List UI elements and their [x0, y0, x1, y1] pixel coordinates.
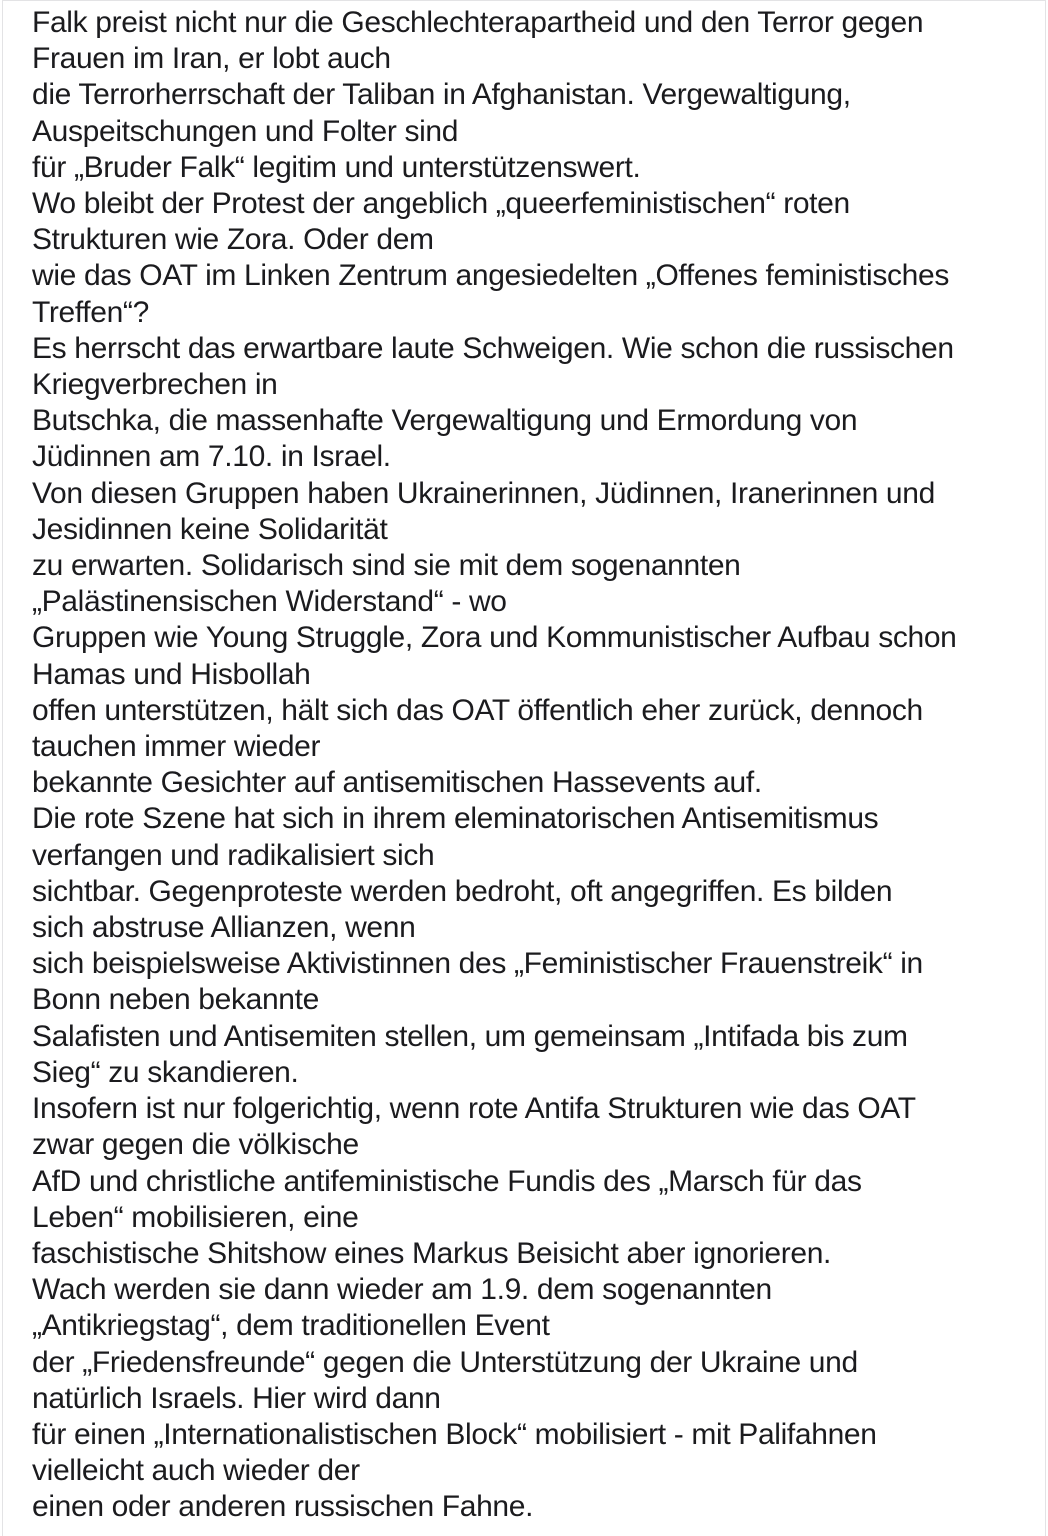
text-line: Kriegverbrechen in [32, 368, 278, 402]
text-line: für einen „Internationalistischen Block“ mobilisiert - mit Palifahnen [32, 1417, 877, 1451]
text-line: Auspeitschungen und Folter sind [32, 114, 459, 148]
text-line: tauchen immer wieder [32, 730, 321, 764]
text-line: der „Friedensfreunde“ gegen die Unterstützung der Ukraine und [32, 1345, 858, 1379]
text-line: Es herrscht das erwartbare laute Schweigen. Wie schon die russischen [32, 331, 954, 365]
text-line: Wo bleibt der Protest der angeblich „queerfeministischen“ roten [32, 187, 850, 221]
text-line: Insofern ist nur folgerichtig, wenn rote Antifa Strukturen wie das OAT [32, 1092, 916, 1126]
text-line: bekannte Gesichter auf antisemitischen Hassevents auf. [32, 766, 762, 800]
text-line: zu erwarten. Solidarisch sind sie mit dem sogenannten [32, 549, 741, 583]
text-line: Gruppen wie Young Struggle, Zora und Kommunistischer Aufbau schon [32, 621, 957, 655]
text-line: Bonn neben bekannte [32, 983, 319, 1017]
text-line: sichtbar. Gegenproteste werden bedroht, oft angegriffen. Es bilden [32, 874, 893, 908]
text-line: einen oder anderen russischen Fahne. [32, 1490, 534, 1524]
text-line: für „Bruder Falk“ legitim und unterstützenswert. [32, 150, 641, 184]
text-line: verfangen und radikalisiert sich [32, 838, 435, 872]
text-line: Falk preist nicht nur die Geschlechterapartheid und den Terror gegen [32, 6, 924, 39]
text-line: sich beispielsweise Aktivistinnen des „Feministischer Frauenstreik“ in [32, 947, 923, 981]
text-line: Frauen im Iran, er lobt auch [32, 42, 391, 76]
text-line: Leben“ mobilisieren, eine [32, 1200, 359, 1234]
text-line: Jüdinnen am 7.10. in Israel. [32, 440, 391, 474]
text-line: natürlich Israels. Hier wird dann [32, 1381, 441, 1415]
text-line: sich abstruse Allianzen, wenn [32, 911, 416, 945]
text-line: Hamas und Hisbollah [32, 657, 311, 691]
text-line: Die rote Szene hat sich in ihrem eleminatorischen Antisemitismus [32, 802, 879, 836]
text-line: offen unterstützen, hält sich das OAT öffentlich eher zurück, dennoch [32, 693, 923, 727]
text-line: zwar gegen die völkische [32, 1128, 359, 1162]
text-line: Sieg“ zu skandieren. [32, 1055, 299, 1089]
text-line: Salafisten und Antisemiten stellen, um gemeinsam „Intifada bis zum [32, 1019, 908, 1053]
text-line: Von diesen Gruppen haben Ukrainerinnen, Jüdinnen, Iranerinnen und [32, 476, 935, 510]
text-line: wie das OAT im Linken Zentrum angesiedelten „Offenes feministisches [32, 259, 949, 293]
text-line: AfD und christliche antifeministische Fundis des „Marsch für das [32, 1164, 862, 1198]
text-line: Butschka, die massenhafte Vergewaltigung und Ermordung von [32, 404, 858, 438]
text-line: vielleicht auch wieder der [32, 1454, 360, 1488]
text-line: Jesidinnen keine Solidarität [32, 512, 388, 546]
text-line: „Palästinensischen Widerstand“ - wo [32, 585, 507, 619]
text-line: Strukturen wie Zora. Oder dem [32, 223, 434, 257]
text-line: „Antikriegstag“, dem traditionellen Event [32, 1309, 550, 1343]
text-line: die Terrorherrschaft der Taliban in Afghanistan. Vergewaltigung, [32, 78, 851, 112]
text-line: Treffen“? [32, 295, 149, 329]
text-line: faschistische Shitshow eines Markus Beisicht aber ignorieren. [32, 1236, 832, 1270]
text-line: Wach werden sie dann wieder am 1.9. dem sogenannten [32, 1273, 772, 1307]
